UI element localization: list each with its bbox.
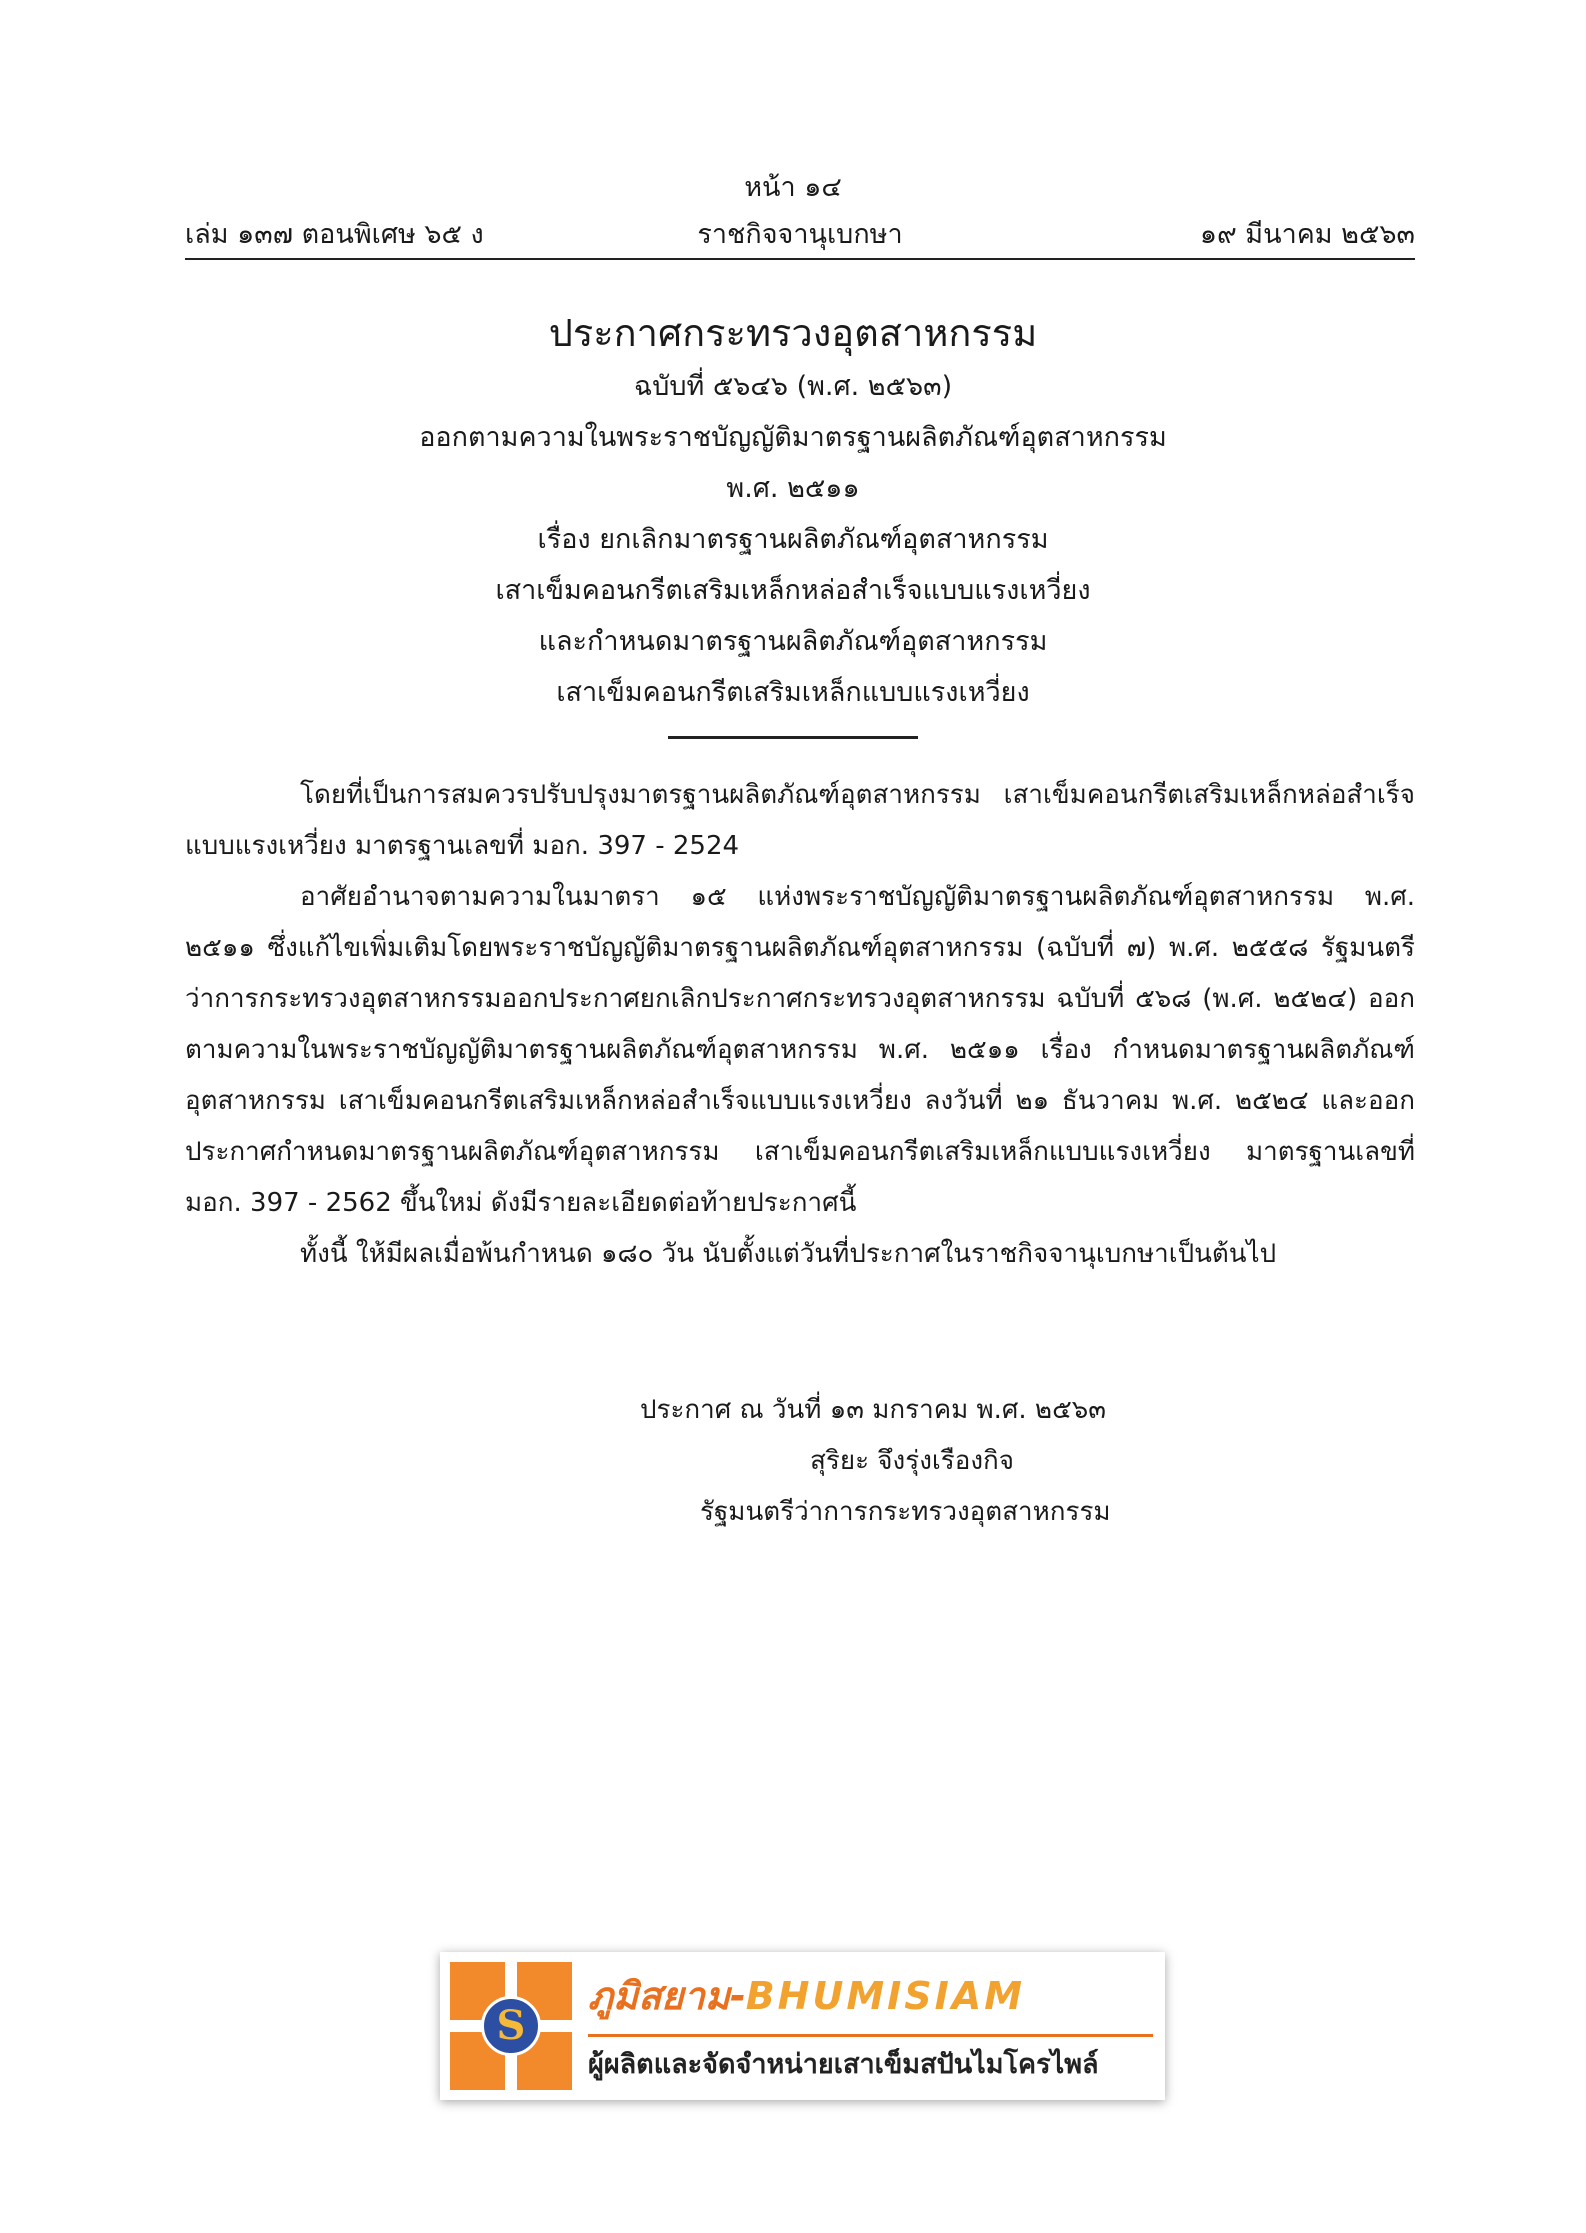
subject-line-2: เสาเข็มคอนกรีตเสริมเหล็กหล่อสำเร็จแบบแรงเหวี่ยง [495, 575, 1091, 606]
signatory-position: รัฐมนตรีว่าการกระทรวงอุตสาหกรรม [700, 1497, 1111, 1527]
banner-title-thai: ภูมิสยาม- [588, 1974, 746, 2018]
header-divider [185, 258, 1415, 260]
act-year: พ.ศ. ๒๕๑๑ [726, 473, 860, 504]
body-paragraph: ทั้งนี้ ให้มีผลเมื่อพ้นกำหนด ๑๘๐ วัน นับตั้งแต่วันที่ประกาศในราชกิจจานุเบกษาเป็นต้นไป [300, 1239, 1277, 1269]
banner-divider [588, 2034, 1153, 2037]
publication-date: ๑๙ มีนาคม ๒๕๖๓ [1199, 219, 1415, 250]
page-number: หน้า ๑๔ [744, 172, 842, 203]
signed-date: ประกาศ ณ วันที่ ๑๓ มกราคม พ.ศ. ๒๕๖๓ [640, 1395, 1107, 1425]
banner-title-english: BHUMISIAM [745, 1974, 1026, 2018]
authority-line: ออกตามความในพระราชบัญญัติมาตรฐานผลิตภัณฑ์อุตสาหกรรม [419, 422, 1167, 453]
gazette-header [185, 212, 1415, 248]
title-divider [668, 736, 918, 739]
bhumisiam-logo-icon: S [450, 1962, 572, 2090]
volume-info: เล่ม ๑๓๗ ตอนพิเศษ ๖๕ ง [185, 219, 484, 250]
announcement-title-block [0, 305, 1586, 739]
subject-line-4: เสาเข็มคอนกรีตเสริมเหล็กแบบแรงเหวี่ยง [556, 677, 1030, 708]
banner-title [588, 1964, 1025, 2028]
signatory-name: สุริยะ จึงรุ่งเรืองกิจ [810, 1446, 1015, 1476]
subject-line-3: และกำหนดมาตรฐานผลิตภัณฑ์อุตสาหกรรม [538, 626, 1048, 657]
banner-subtitle: ผู้ผลิตและจัดจำหน่ายเสาเข็มสปันไมโครไพล์ [588, 2049, 1099, 2080]
company-banner [440, 1952, 1165, 2100]
body-paragraph: โดยที่เป็นการสมควรปรับปรุงมาตรฐานผลิตภัณฑ์อุตสาหกรรม เสาเข็มคอนกรีตเสริมเหล็กหล่อสำเร็จแบบแรงเหวี่ยง มาตรฐานเลขที่ มอก. 397 - 2524 [185, 780, 1415, 861]
gazette-name: ราชกิจจานุเบกษา [697, 219, 903, 250]
announcement-body [185, 770, 1415, 1280]
signature-block [640, 1385, 1240, 1538]
subject-line: เรื่อง ยกเลิกมาตรฐานผลิตภัณฑ์อุตสาหกรรม [537, 524, 1049, 555]
announcement-number: ฉบับที่ ๕๖๔๖ (พ.ศ. ๒๕๖๓) [633, 371, 953, 402]
body-paragraph: อาศัยอำนาจตามความในมาตรา ๑๕ แห่งพระราชบัญญัติมาตรฐานผลิตภัณฑ์อุตสาหกรรม พ.ศ. ๒๕๑๑ ซึ่งแก้ไขเพิ่มเติมโดยพระราชบัญญัติมาตรฐานผลิตภัณฑ์อุตสาหกรรม (ฉบับที่ ๗) พ.ศ. ๒๕๕๘ รัฐมนตรีว่าการกระทรวงอุตสาหกรรมออกประกาศยกเลิกประกาศกระทรวงอุตสาหกรรม ฉบับที่ ๕๖๘ (พ.ศ. ๒๕๒๔) ออกตามความในพระราชบัญญัติมาตรฐานผลิตภัณฑ์อุตสาหกรรม พ.ศ. ๒๕๑๑ เรื่อง กำหนดมาตรฐานผลิตภัณฑ์อุตสาหกรรม เสาเข็มคอนกรีตเสริมเหล็กหล่อสำเร็จแบบแรงเหวี่ยง ลงวันที่ ๒๑ ธันวาคม พ.ศ. ๒๕๒๔ และออกประกาศกำหนดมาตรฐานผลิตภัณฑ์อุตสาหกรรม เสาเข็มคอนกรีตเสริมเหล็กแบบแรงเหวี่ยง มาตรฐานเลขที่ มอก. 397 - 2562 ขึ้นใหม่ ดังมีรายละเอียดต่อท้ายประกาศนี้ [185, 882, 1415, 1218]
announcement-title: ประกาศกระทรวงอุตสาหกรรม [548, 311, 1038, 355]
